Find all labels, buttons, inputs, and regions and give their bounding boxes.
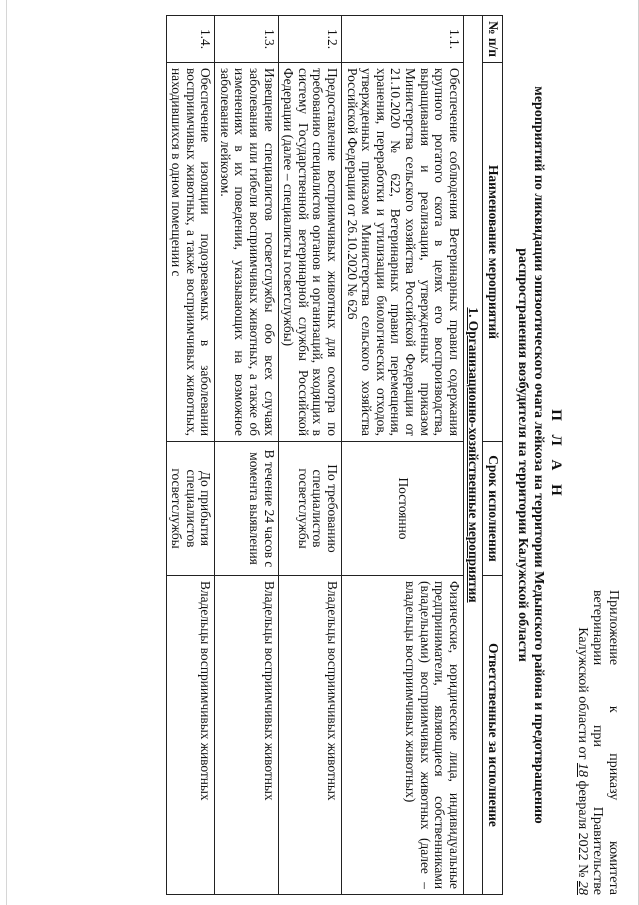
scan-edge-line-bottom [6, 0, 7, 905]
appendix-line-2: ветеринарии при Правительстве [590, 590, 606, 895]
row-term: В течение 24 часов с момента выявления [215, 442, 278, 576]
header-resp: Ответственные за исполнение [483, 576, 503, 895]
row-num: 1.3. [215, 16, 278, 63]
title-line-2: распространения возбудителя на территории Калужской области [515, 248, 530, 662]
table-row [215, 16, 278, 895]
section-title: 1. Организационно-хозяйственные мероприятия [463, 16, 483, 895]
header-term: Срок исполнения [483, 442, 503, 576]
row-name: Обеспечение изоляции подозреваемых в заболевании восприимчивых животных, а также восприимчивых животных, находившихся в одном помещении с [166, 63, 215, 442]
title-line-1: мероприятий по ликвидации эпизоотического очага лейкоза на территории Медынского района и предотвращению [531, 86, 546, 824]
row-term: До прибытия специалистов госветслужбы [166, 442, 215, 576]
title-main: П Л А Н [548, 409, 564, 501]
table-row [342, 16, 464, 895]
row-name: Обеспечение соблюдения Ветеринарных правил содержания крупного рогатого скота в целях его воспроизводства, выращивания и реализации, утвержденных приказом Министерства сельского хозяйства Российской Федерации от 21.10.2020 № 622, Ветеринарных правил перемещения, хранения, переработки и утилизации биологических отходов, утвержденных приказом Министерства сельского хозяйства Российской Федерации от 26.10.2020 № 626 [342, 63, 464, 442]
table-row [166, 16, 215, 895]
appendix-date-mid: февраля 2022 № [575, 776, 590, 881]
appendix-line-1: Приложение к приказу комитета [606, 590, 621, 895]
row-term: Постоянно [342, 442, 464, 576]
header-num: № п/п [483, 16, 503, 63]
plan-table [166, 15, 503, 895]
row-resp: Владельцы восприимчивых животных [278, 576, 341, 895]
appendix-date-prefix: Калужской области от [575, 627, 590, 763]
appendix-order-number: 28 [575, 881, 590, 895]
table-row [278, 16, 341, 895]
section-row [463, 16, 483, 895]
appendix-line-3 [575, 590, 591, 895]
header-name: Наименование мероприятий [483, 63, 503, 442]
appendix-date-day: 18 [575, 762, 590, 777]
row-resp: Владельцы восприимчивых животных [215, 576, 278, 895]
appendix-note [575, 590, 622, 895]
row-name: Извещение специалистов госветслужбы обо всех случаях заболевания или гибели восприимчивых животных, а также об изменениях в их поведении, указывающих на возможное заболевание лейкозом. [215, 63, 278, 442]
row-resp: Физические, юридические лица, индивидуальные предприниматели, являющиеся собственниками (владельцами) восприимчивых животных (далее – владельцы восприимчивых животных) [342, 576, 464, 895]
table-header-row [483, 16, 503, 895]
row-name: Предоставление восприимчивых животных для осмотра по требованию специалистов органов и организаций, входящих в систему Государственной ветеринарной службы Российской Федерации (далее – специалисты госветслужбы) [278, 63, 341, 442]
row-resp: Владельцы восприимчивых животных [166, 576, 215, 895]
row-num: 1.1. [342, 16, 464, 63]
row-num: 1.4. [166, 16, 215, 63]
row-term: По требованию специалистов госветслужбы [278, 442, 341, 576]
document-title [514, 20, 564, 890]
row-num: 1.2. [278, 16, 341, 63]
